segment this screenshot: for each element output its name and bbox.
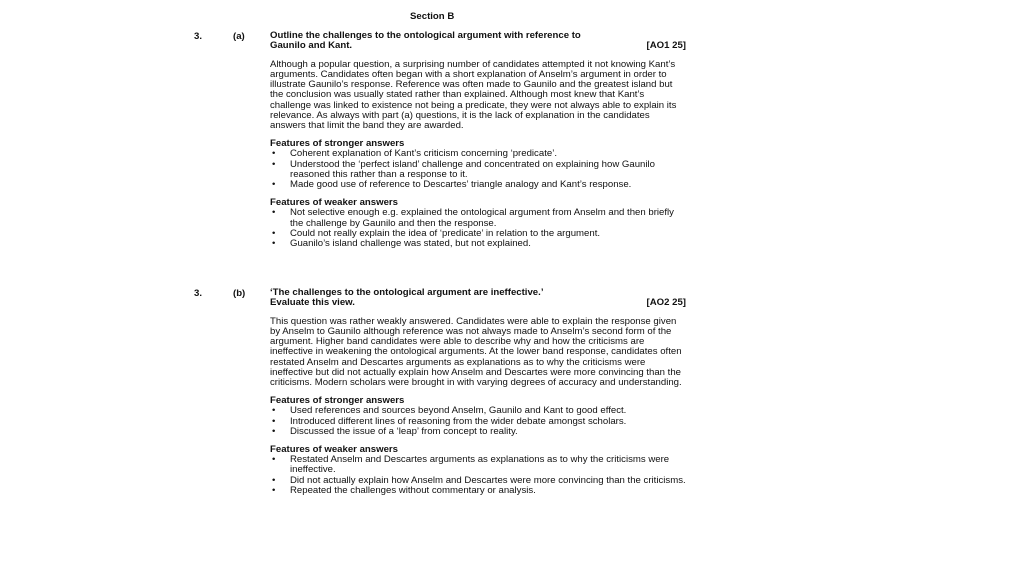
stronger-answers-list bbox=[270, 149, 686, 190]
list-item: • Restated Anselm and Descartes arguments as explanations as to why the criticisms were ineffective. bbox=[272, 454, 670, 476]
question-number: 3. bbox=[194, 288, 203, 299]
bullet-icon: • bbox=[272, 207, 276, 219]
bullet-icon: • bbox=[272, 405, 276, 417]
list-item: • Could not really explain the idea of ‘predicate’ in relation to the argument. bbox=[272, 227, 601, 239]
question-part: (a) bbox=[233, 31, 245, 42]
question-3a-block bbox=[270, 31, 686, 249]
question-heading-row bbox=[270, 298, 686, 308]
question-number: 3. bbox=[194, 31, 203, 42]
question-marks: [AO1 25] bbox=[646, 40, 686, 52]
bullet-icon: • bbox=[272, 158, 276, 170]
weaker-answers-list bbox=[270, 208, 686, 249]
question-heading-row bbox=[270, 41, 686, 51]
question-heading-line2: Evaluate this view. bbox=[270, 297, 355, 309]
list-item: • Made good use of reference to Descartes’ triangle analogy and Kant’s response. bbox=[272, 179, 632, 191]
bullet-icon: • bbox=[272, 227, 276, 239]
list-item: • Coherent explanation of Kant’s criticism concerning ‘predicate’. bbox=[272, 148, 557, 160]
list-item: • Understood the ‘perfect island’ challenge and concentrated on explaining how Gaunilo reasoned this rather than a response to it. bbox=[272, 158, 655, 180]
section-title: Section B bbox=[410, 11, 455, 22]
question-heading bbox=[270, 31, 686, 52]
weaker-answers-heading: Features of weaker answers bbox=[270, 444, 398, 456]
bullet-icon: • bbox=[272, 238, 276, 250]
list-item: • Introduced different lines of reasoning from the wider debate amongst scholars. bbox=[272, 415, 627, 427]
bullet-icon: • bbox=[272, 415, 276, 427]
examiner-commentary: This question was rather weakly answered. Candidates were able to explain the response given by Anselm to Gaunilo although reference was not always made to Anselm’s second form of the argument. Higher band candidates were able to describe why and how the criticisms are ineffective in weakening the ontological arguments. At the lower band response, candidates often restated Anselm and Descartes arguments as explanations as to why the criticisms were ineffective but did not actually explain how Anselm and Descartes were more convincing than the criticisms. Modern scholars were brought in with varying degrees of accuracy and understanding. bbox=[270, 315, 682, 389]
list-item: • Discussed the issue of a ‘leap’ from concept to reality. bbox=[272, 425, 518, 437]
question-heading-line2: Gaunilo and Kant. bbox=[270, 40, 353, 52]
stronger-answers-list bbox=[270, 406, 686, 437]
list-item: • Used references and sources beyond Anselm, Gaunilo and Kant to good effect. bbox=[272, 405, 627, 417]
weaker-answers-list bbox=[270, 455, 686, 496]
bullet-icon: • bbox=[272, 474, 276, 486]
list-item: • Not selective enough e.g. explained the ontological argument from Anselm and then briefly the challenge by Gaunilo and then the response. bbox=[272, 207, 674, 229]
examiner-commentary: Although a popular question, a surprising number of candidates attempted it not knowing Kant’s arguments. Candidates often began with a short explanation of Anselm’s argument in order to illustrate Gaunilo’s response. Reference was often made to Gaunilo and the greatest island but the conclusion was usually stated rather than explained. Although most knew that Kant’s challenge was linked to existence not being a predicate, they were not always able to explain its relevance. As always with part (a) questions, it is the lack of explanation in the candidates answers that limit the band they are awarded. bbox=[270, 58, 677, 132]
question-part: (b) bbox=[233, 288, 246, 299]
bullet-icon: • bbox=[272, 454, 276, 466]
question-marks: [AO2 25] bbox=[646, 297, 686, 309]
bullet-icon: • bbox=[272, 425, 276, 437]
stronger-answers-heading: Features of stronger answers bbox=[270, 395, 405, 407]
list-item: • Did not actually explain how Anselm and Descartes were more convincing than the criticisms. bbox=[272, 474, 686, 486]
bullet-icon: • bbox=[272, 148, 276, 160]
question-heading bbox=[270, 288, 686, 309]
weaker-answers-heading: Features of weaker answers bbox=[270, 197, 398, 209]
question-heading-line1: ‘The challenges to the ontological argument are ineffective.’ bbox=[270, 287, 544, 298]
list-item: • Repeated the challenges without commentary or analysis. bbox=[272, 484, 536, 496]
bullet-icon: • bbox=[272, 179, 276, 191]
bullet-icon: • bbox=[272, 484, 276, 496]
question-3b-block bbox=[270, 288, 686, 496]
list-item: • Guanilo’s island challenge was stated, but not explained. bbox=[272, 238, 531, 250]
stronger-answers-heading: Features of stronger answers bbox=[270, 138, 405, 150]
question-heading-line1: Outline the challenges to the ontological argument with reference to bbox=[270, 30, 581, 41]
